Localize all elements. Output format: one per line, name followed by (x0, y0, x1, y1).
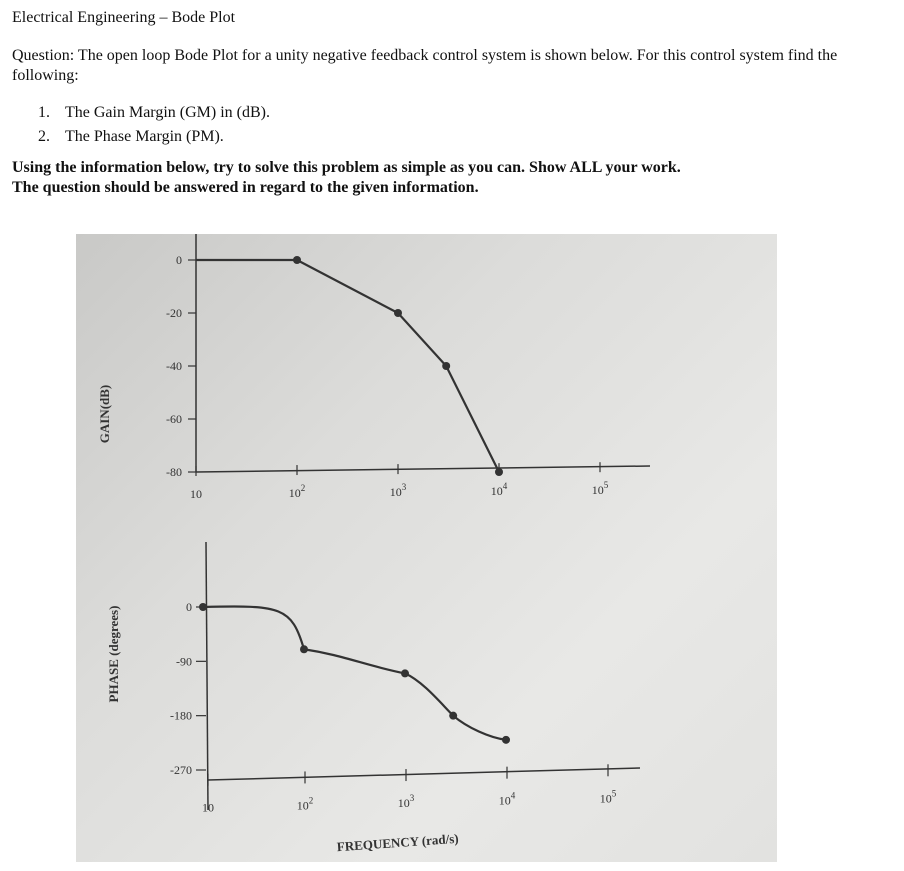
phase-curve (203, 606, 506, 739)
gain-point (495, 468, 503, 476)
document-title: Electrical Engineering – Bode Plot (12, 9, 236, 26)
gain-curve (196, 260, 499, 472)
phase-x-tick-label: $10^3$ (397, 793, 415, 811)
phase-point (449, 712, 457, 720)
instructions (12, 158, 681, 198)
list-text: The Gain Margin (GM) in (dB). (65, 104, 270, 121)
phase-x-tick-label: $10^4$ (498, 790, 516, 808)
list-number: 1. (38, 104, 50, 121)
phase-x-tick-label: $10^2$ (296, 795, 314, 813)
phase-point (401, 669, 409, 677)
instruction-line: Using the information below, try to solve this problem as simple as you can. Show ALL your work. (12, 159, 681, 176)
phase-tick-label: -180 (170, 708, 192, 723)
gain-tick-label: -40 (166, 359, 182, 373)
frequency-axis-label: FREQUENCY (rad/s) (336, 830, 460, 855)
list-text: The Phase Margin (PM). (65, 128, 224, 145)
phase-axes (170, 542, 640, 815)
gain-axes (166, 234, 650, 501)
phase-point (502, 736, 510, 744)
gain-tick-label: 0 (176, 253, 182, 267)
phase-x-tick-label: $10^5$ (599, 788, 617, 806)
phase-axis-label: PHASE (degrees) (106, 605, 121, 703)
gain-axis-label: GAIN(dB) (97, 384, 112, 444)
gain-tick-label: -80 (166, 465, 182, 479)
list-item (12, 125, 270, 149)
gain-point (293, 256, 301, 264)
phase-x-tick-label: 10 (202, 800, 214, 815)
phase-x-axis (208, 768, 640, 780)
gain-x-tick-label: 10 (190, 487, 202, 501)
gain-tick-label: -60 (166, 412, 182, 426)
phase-y-axis (206, 542, 208, 810)
gain-x-tick-label: $10^5$ (591, 480, 609, 498)
gain-x-tick-label: $10^2$ (288, 483, 306, 501)
bode-plot-photo (76, 234, 777, 862)
question-list (12, 101, 270, 149)
question-text: Question: The open loop Bode Plot for a unity negative feedback control system is shown below. For this control system find the following: (12, 47, 838, 84)
gain-point (394, 309, 402, 317)
phase-point (199, 603, 207, 611)
gain-x-tick-label: $10^4$ (490, 481, 508, 499)
gain-x-axis (196, 466, 650, 472)
bode-plot-figure (76, 234, 777, 862)
phase-tick-label: 0 (186, 600, 192, 614)
phase-tick-label: -270 (170, 763, 192, 777)
instruction-line: The question should be answered in regard to the given information. (12, 179, 479, 196)
gain-x-tick-label: $10^3$ (389, 482, 407, 500)
gain-point (442, 362, 450, 370)
list-item (12, 101, 270, 125)
phase-point (300, 645, 308, 653)
list-number: 2. (38, 128, 50, 145)
phase-tick-label: -90 (176, 654, 192, 669)
gain-tick-label: -20 (166, 306, 182, 320)
